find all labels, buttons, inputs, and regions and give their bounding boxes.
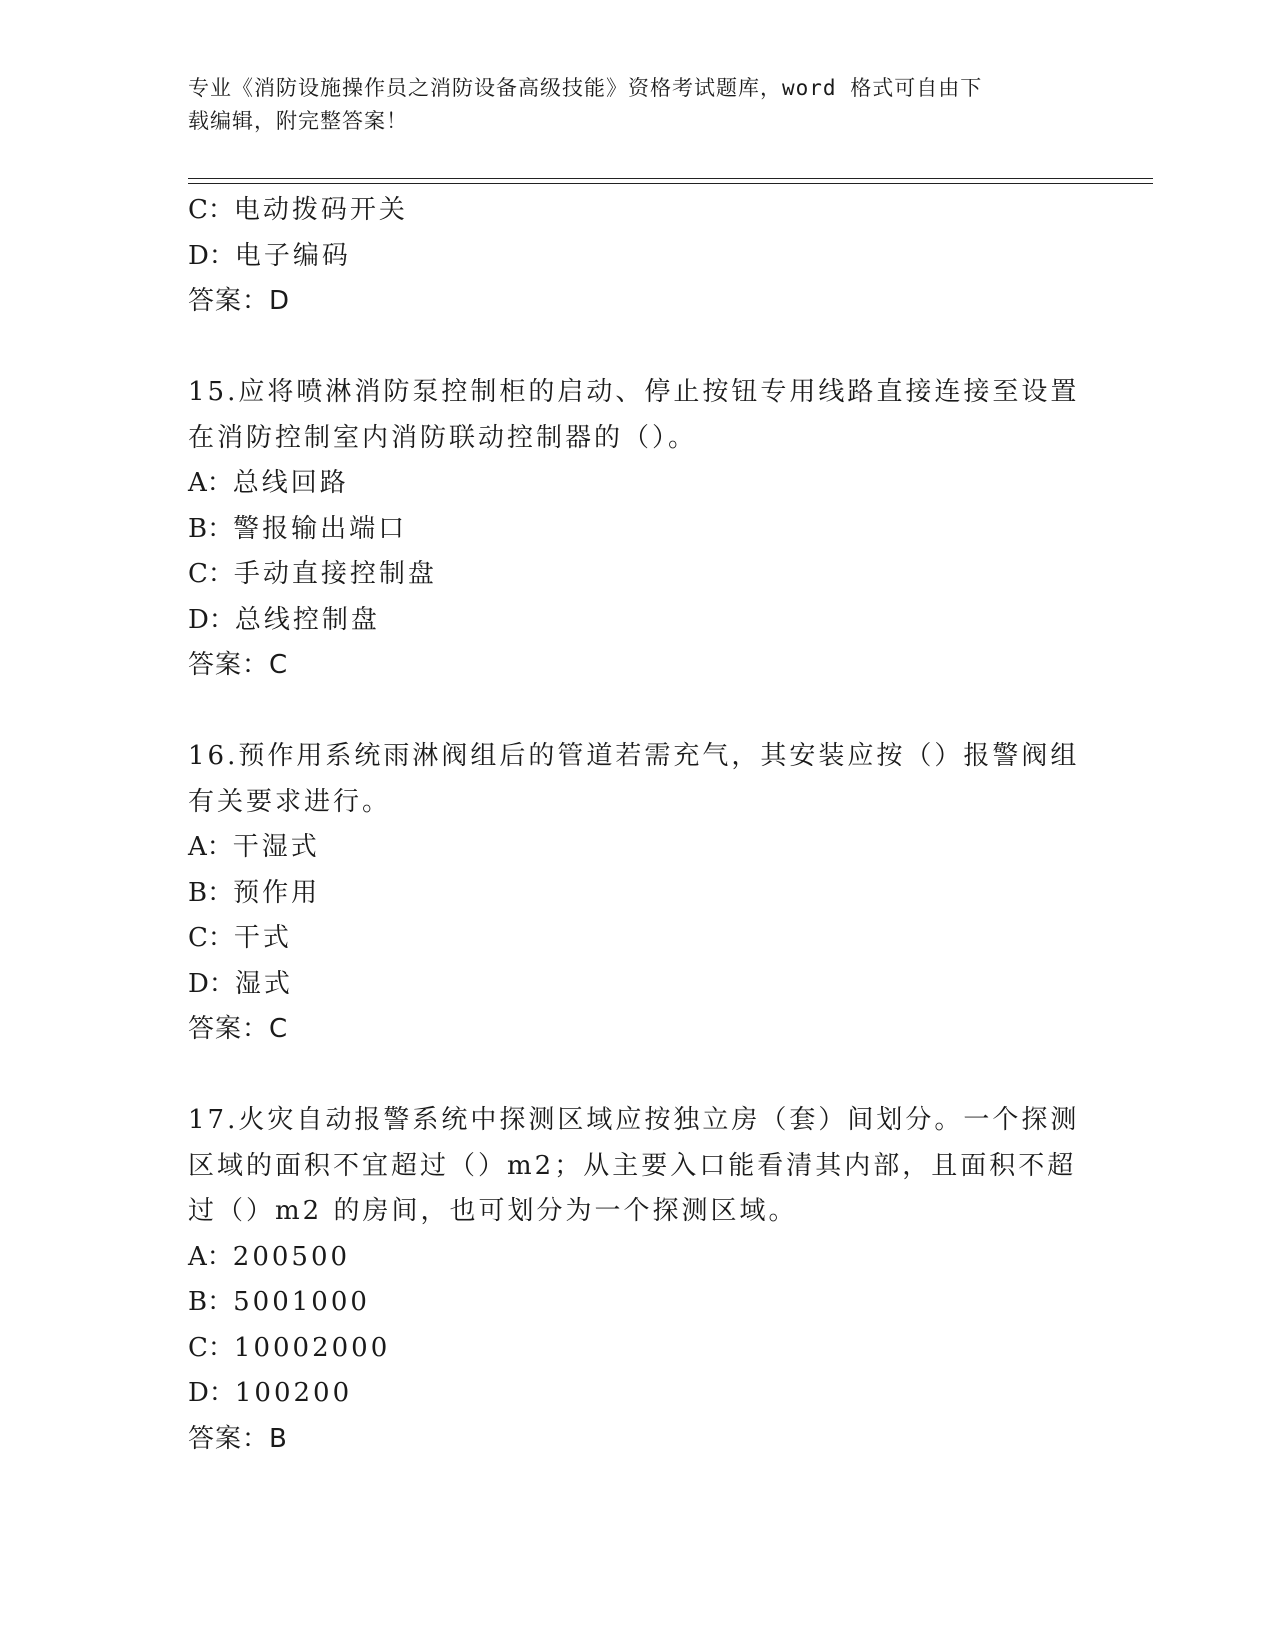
option-c [188,916,1088,962]
option-d [188,1371,1088,1417]
option-text: 总线回路 [232,468,349,498]
option-text: 5001000 [233,1287,370,1317]
option-d [188,234,1088,280]
option-key: D： [188,604,235,635]
option-text: 电子编码 [234,240,351,271]
question-text-line: 在消防控制室内消防联动控制器的（）。 [188,422,698,453]
option-c [188,1326,1088,1372]
spacer [188,689,1088,735]
spacer [188,325,1088,371]
carryover-block [188,188,1088,325]
answer-line: 答案：C [188,650,289,680]
option-key: D： [188,968,235,999]
option-a [188,461,1088,507]
document-header [188,72,1068,138]
option-key: C： [188,923,234,953]
spacer [188,1053,1088,1099]
question-text-line: 17.火灾自动报警系统中探测区域应按独立房（套）间划分。一个探测 [188,1105,1080,1135]
option-text: 干湿式 [232,832,320,862]
option-key: B： [188,1287,234,1317]
option-c [188,188,1088,234]
question-17 [188,1098,1088,1462]
option-key: B： [188,513,234,544]
option-key: B： [188,877,234,908]
option-d [188,598,1088,644]
option-text: 手动直接控制盘 [233,559,437,589]
question-text-line: 过（）m2 的房间，也可划分为一个探测区域。 [188,1196,798,1226]
option-key: D： [188,1378,235,1408]
option-text: 10002000 [233,1332,391,1363]
question-text-line: 有关要求进行。 [188,786,392,817]
header-divider-top [188,178,1153,179]
answer-line: 答案：D [188,286,291,316]
option-a [188,1235,1088,1281]
option-text: 总线控制盘 [234,604,380,635]
option-key: A： [188,468,233,498]
option-b [188,871,1088,917]
option-key: A： [188,1241,233,1272]
option-text: 警报输出端口 [233,513,408,544]
option-key: C： [188,195,234,225]
option-d [188,962,1088,1008]
answer-line: 答案：B [188,1423,288,1454]
option-key: D： [188,240,235,271]
question-text-line: 区域的面积不宜超过（）m2；从主要入口能看清其内部，且面积不超 [188,1150,1077,1181]
question-text-line: 16.预作用系统雨淋阀组后的管道若需充气，其安装应按（）报警阀组 [188,741,1080,771]
option-key: A： [188,832,233,862]
option-text: 预作用 [233,877,321,908]
question-list [188,188,1088,1462]
option-text: 200500 [232,1241,351,1272]
option-b [188,1280,1088,1326]
header-line-1: 专业《消防设施操作员之消防设备高级技能》资格考试题库，word 格式可自由下 [188,76,983,100]
option-key: C： [188,559,234,589]
option-c [188,552,1088,598]
option-text: 干式 [233,923,292,953]
option-b [188,507,1088,553]
question-16 [188,734,1088,1053]
option-text: 100200 [234,1378,353,1408]
option-a [188,825,1088,871]
option-key: C： [188,1332,234,1363]
answer-line: 答案：C [188,1014,289,1044]
header-divider-bottom [188,183,1153,184]
option-text: 湿式 [234,968,293,999]
header-line-2: 载编辑，附完整答案！ [188,109,408,133]
question-15 [188,370,1088,689]
option-text: 电动拨码开关 [233,195,408,225]
question-text-line: 15.应将喷淋消防泵控制柜的启动、停止按钮专用线路直接连接至设置 [188,377,1080,407]
